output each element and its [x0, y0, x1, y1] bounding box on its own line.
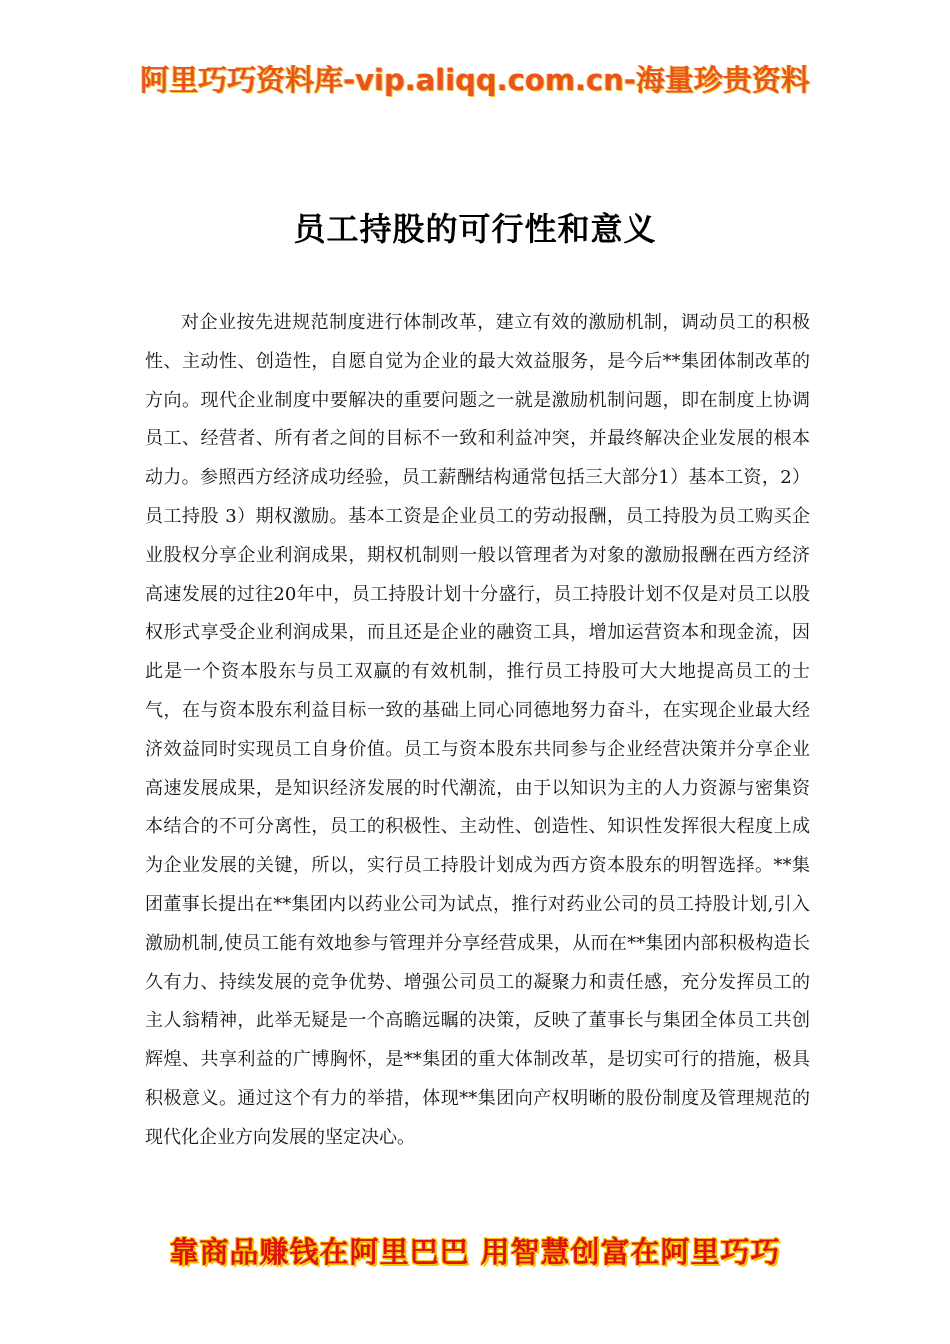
- footer-banner: 靠商品赚钱在阿里巴巴 用智慧创富在阿里巧巧: [169, 1235, 781, 1269]
- document-title: 员工持股的可行性和意义: [293, 210, 657, 249]
- header-banner: 阿里巧巧资料库-vip.aliqq.com.cn-海量珍贵资料: [140, 63, 810, 97]
- document-body-paragraph: 对企业按先进规范制度进行体制改革，建立有效的激励机制，调动员工的积极性、主动性、创造性，自愿自觉为企业的最大效益服务，是今后**集团体制改革的方向。现代企业制度中要解决的重要问题之一就是激励机制问题，即在制度上协调员工、经营者、所有者之间的目标不一致和利益冲突，并最终解决企业发展的根本动力。参照西方经济成功经验，员工薪酬结构通常包括三大部分1）基本工资，2）员工持股 3）期权激励。基本工资是企业员工的劳动报酬，员工持股为员工购买企业股权分享企业利润成果，期权机制则一般以管理者为对象的激励报酬在西方经济高速发展的过往20年中，员工持股计划十分盛行，员工持股计划不仅是对员工以股权形式享受企业利润成果，而且还是企业的融资工具，增加运营资本和现金流，因此是一个资本股东与员工双赢的有效机制，推行员工持股可大大地提高员工的士气，在与资本股东利益目标一致的基础上同心同德地努力奋斗，在实现企业最大经济效益同时实现员工自身价值。员工与资本股东共同参与企业经营决策并分享企业高速发展成果，是知识经济发展的时代潮流，由于以知识为主的人力资源与密集资本结合的不可分离性，员工的积极性、主动性、创造性、知识性发挥很大程度上成为企业发展的关键，所以，实行员工持股计划成为西方资本股东的明智选择。**集团董事长提出在**集团内以药业公司为试点，推行对药业公司的员工持股计划,引入激励机制,使员工能有效地参与管理并分享经营成果，从而在**集团内部积极构造长久有力、持续发展的竞争优势、增强公司员工的凝聚力和责任感，充分发挥员工的主人翁精神，此举无疑是一个高瞻远瞩的决策，反映了董事长与集团全体员工共创辉煌、共享利益的广博胸怀，是**集团的重大体制改革，是切实可行的措施，极具积极意义。通过这个有力的举措，体现**集团向产权明晰的股份制度及管理规范的现代化企业方向发展的坚定决心。: [145, 312, 810, 1148]
